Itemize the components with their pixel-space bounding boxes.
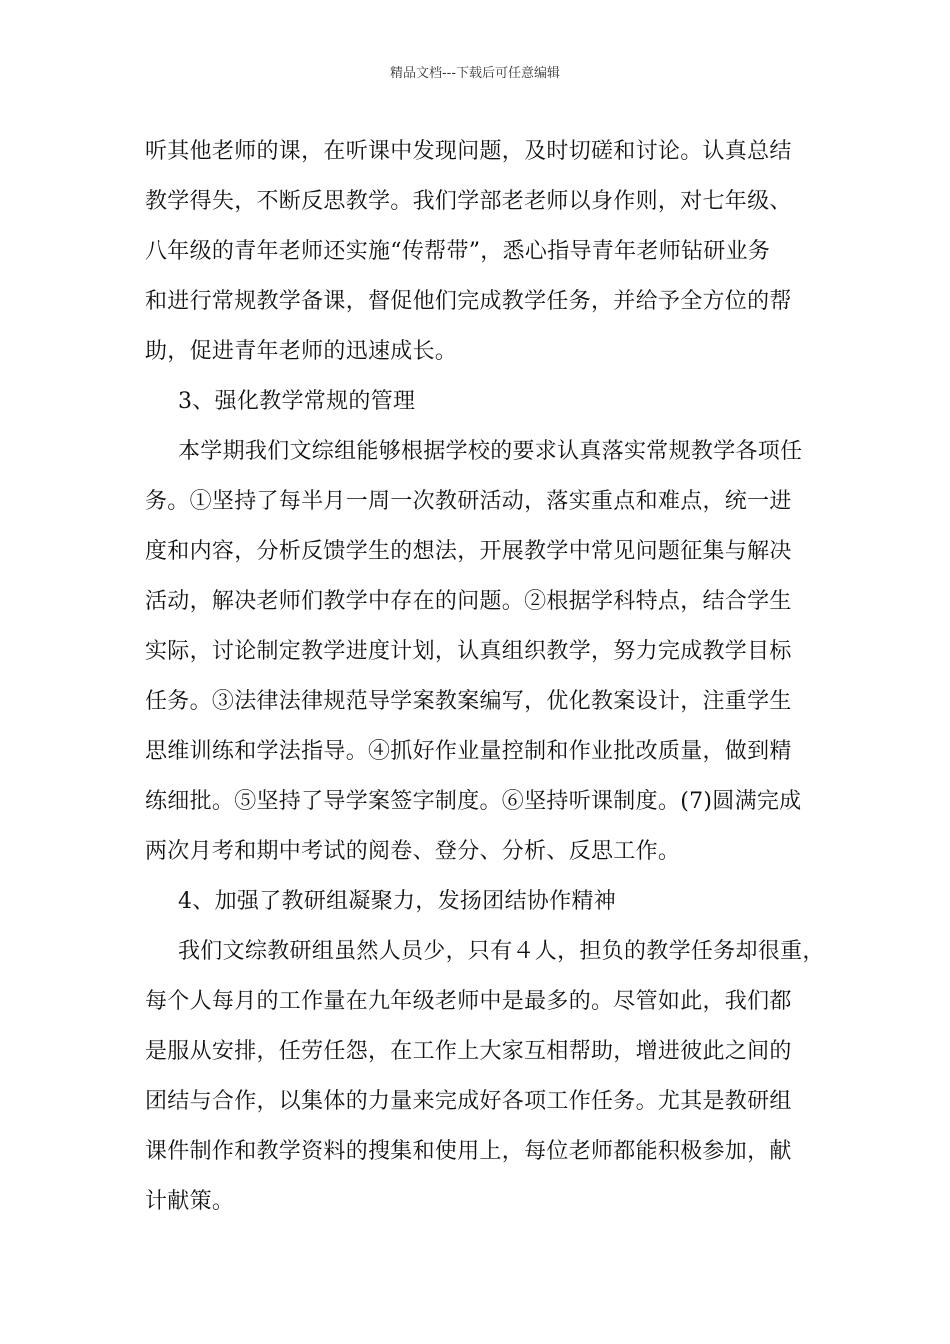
text-line: 务。①坚持了每半月一周一次教研活动，落实重点和难点，统一进 [145,489,792,514]
text-line: 课件制作和教学资料的搜集和使用上，每位老师都能积极参加，献 [145,1139,792,1164]
text-line: 八年级的青年老师还实施“传帮带”，悉心指导青年老师钻研业务 [145,239,771,264]
text-line: 活动，解决老师们教学中存在的问题。②根据学科特点，结合学生 [145,589,792,614]
text-line: 任务。③法律法律规范导学案教案编写，优化教案设计，注重学生 [145,689,792,714]
text-line: 两次月考和期中考试的阅卷、登分、分析、反思工作。 [145,839,681,864]
text-line: 助，促进青年老师的迅速成长。 [145,339,458,364]
section-heading: 4、加强了教研组凝聚力，发扬团结协作精神 [178,889,616,914]
text-line: 听其他老师的课，在听课中发现问题，及时切磋和讨论。认真总结 [145,139,792,164]
text-line: 是服从安排，任劳任怨，在工作上大家互相帮助，增进彼此之间的 [145,1039,792,1064]
body-text [145,127,825,1227]
text-line: 计献策。 [145,1189,235,1214]
text-line: 每个人每月的工作量在九年级老师中是最多的。尽管如此，我们都 [145,989,792,1014]
text-line: 度和内容，分析反馈学生的想法，开展教学中常见问题征集与解决 [145,539,792,564]
text-line: 本学期我们文综组能够根据学校的要求认真落实常规教学各项任 [178,439,803,464]
text-line: 我们文综教研组虽然人员少，只有４人，担负的教学任务却很重， [178,939,825,964]
text-line: 实际，讨论制定教学进度计划，认真组织教学，努力完成教学目标 [145,639,792,664]
text-line: 练细批。⑤坚持了导学案签字制度。⑥坚持听课制度。(7)圆满完成 [145,789,802,814]
page-header: 精品文档---下载后可任意编辑 [389,66,561,81]
text-line: 教学得失，不断反思教学。我们学部老老师以身作则，对七年级、 [145,189,792,214]
section-heading: 3、强化教学常规的管理 [178,389,416,414]
text-line: 思维训练和学法指导。④抓好作业量控制和作业批改质量，做到精 [145,739,792,764]
text-line: 和进行常规教学备课，督促他们完成教学任务，并给予全方位的帮 [145,289,792,314]
text-line: 团结与合作，以集体的力量来完成好各项工作任务。尤其是教研组 [145,1089,792,1114]
